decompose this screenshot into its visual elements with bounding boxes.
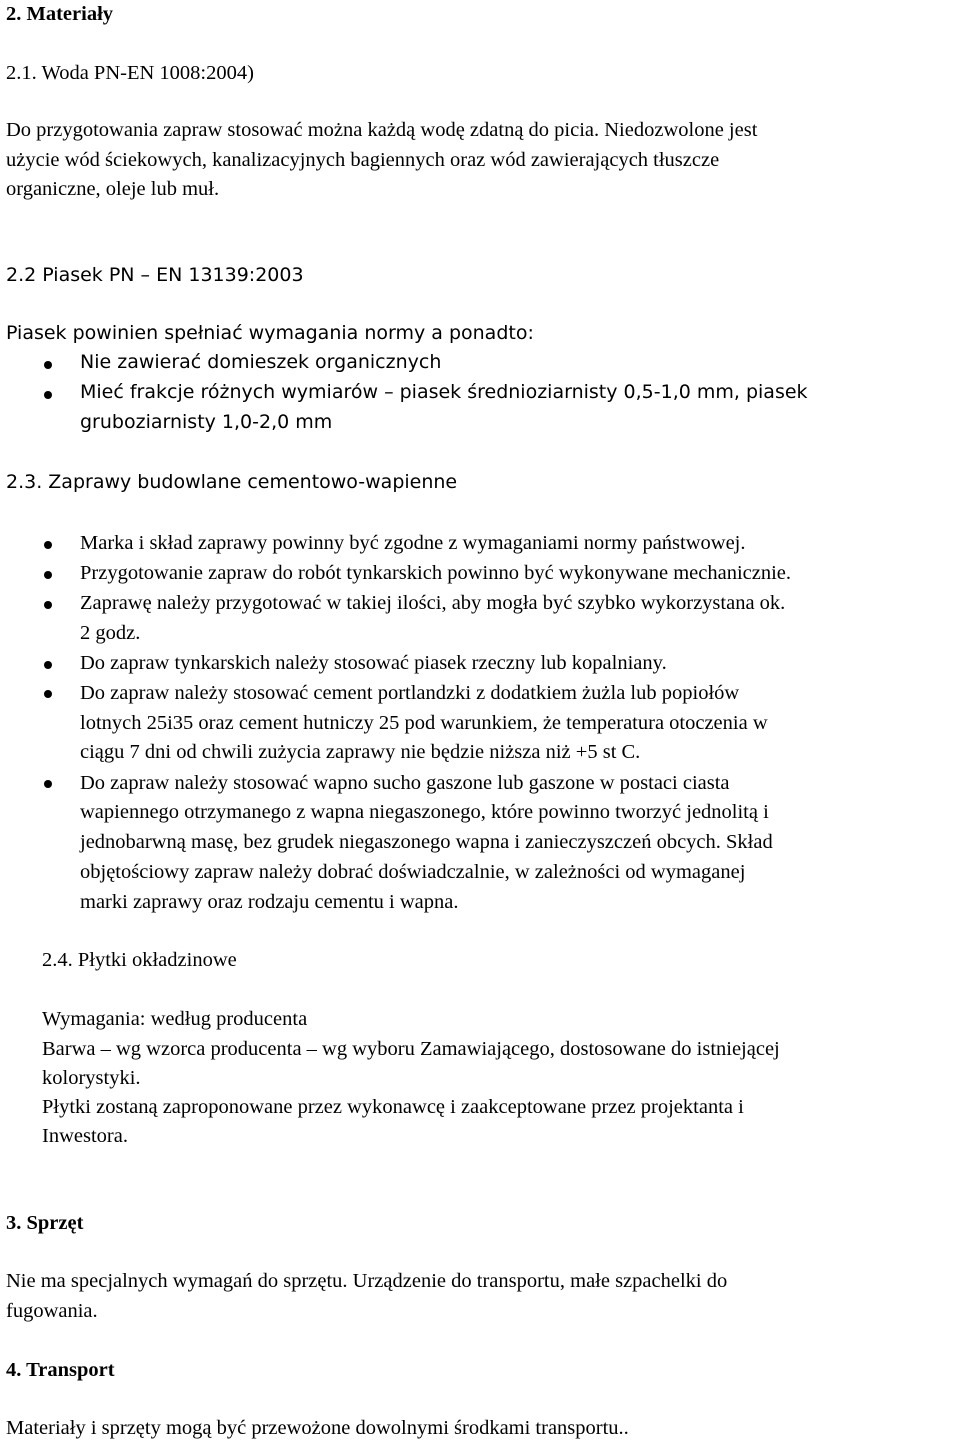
section-2-2-title: 2.2 Piasek PN – EN 13139:2003	[6, 264, 304, 286]
section-2-3-bullet-6-line-5: marki zaprawy oraz rodzaju cementu i wapna.	[80, 891, 459, 913]
section-2-3-bullet-6-line-2: wapiennego otrzymanego z wapna niegaszonego, które powinno tworzyć jednolitą i	[80, 801, 769, 823]
section-2-2-bullet-1: Nie zawierać domieszek organicznych	[80, 351, 442, 373]
bullet-icon	[44, 391, 52, 399]
section-2-4-line-4: Płytki zostaną zaproponowane przez wykonawcę i zaakceptowane przez projektanta i	[42, 1096, 744, 1118]
bullet-icon	[44, 780, 52, 788]
section-2-3-bullet-3-line-2: 2 godz.	[80, 622, 141, 644]
section-2-3-bullet-5-line-3: ciągu 7 dni od chwili zużycia zaprawy nie będzie niższa niż +5 st C.	[80, 741, 641, 763]
section-2-1-text-line-2: użycie wód ściekowych, kanalizacyjnych bagiennych oraz wód zawierających tłuszcze	[6, 149, 720, 171]
bullet-icon	[44, 541, 52, 549]
section-2-1-title: 2.1. Woda PN-EN 1008:2004)	[6, 62, 254, 84]
bullet-icon	[44, 571, 52, 579]
section-2-3-bullet-2: Przygotowanie zapraw do robót tynkarskich powinno być wykonywane mechanicznie.	[80, 562, 792, 584]
section-2-3-bullet-5-line-1: Do zapraw należy stosować cement portlandzki z dodatkiem żużla lub popiołów	[80, 682, 740, 704]
section-2-3-bullet-6-line-4: objętościowy zapraw należy dobrać doświadczalnie, w zależności od wymaganej	[80, 861, 746, 883]
section-2-4-line-3: kolorystyki.	[42, 1067, 141, 1089]
section-2-3-bullet-3-line-1: Zaprawę należy przygotować w takiej ilości, aby mogła być szybko wykorzystana ok.	[80, 592, 786, 614]
section-2-4-line-5: Inwestora.	[42, 1125, 128, 1147]
section-2-3-bullet-4: Do zapraw tynkarskich należy stosować piasek rzeczny lub kopalniany.	[80, 652, 667, 674]
section-2-heading: 2. Materiały	[6, 3, 114, 25]
bullet-icon	[44, 361, 52, 369]
bullet-icon	[44, 601, 52, 609]
section-2-3-bullet-6-line-1: Do zapraw należy stosować wapno sucho gaszone lub gaszone w postaci ciasta	[80, 772, 730, 794]
section-3-text-line-1: Nie ma specjalnych wymagań do sprzętu. Urządzenie do transportu, małe szpachelki do	[6, 1270, 728, 1292]
section-2-3-bullet-1: Marka i skład zaprawy powinny być zgodne z wymaganiami normy państwowej.	[80, 532, 746, 554]
section-2-1-text-line-1: Do przygotowania zapraw stosować można każdą wodę zdatną do picia. Niedozwolone jest	[6, 119, 758, 141]
section-2-3-title: 2.3. Zaprawy budowlane cementowo-wapienne	[6, 471, 458, 493]
section-2-2-bullet-2-line-1: Mieć frakcje różnych wymiarów – piasek średnioziarnisty 0,5-1,0 mm, piasek	[80, 381, 808, 403]
section-4-text-line-1: Materiały i sprzęty mogą być przewożone dowolnymi środkami transportu..	[6, 1417, 629, 1439]
section-2-2-intro: Piasek powinien spełniać wymagania normy a ponadto:	[6, 322, 534, 344]
section-2-4-line-1: Wymagania: według producenta	[42, 1008, 308, 1030]
section-4-heading: 4. Transport	[6, 1359, 115, 1381]
section-3-text-line-2: fugowania.	[6, 1300, 98, 1322]
section-2-4-line-2: Barwa – wg wzorca producenta – wg wyboru Zamawiającego, dostosowane do istniejącej	[42, 1038, 780, 1060]
section-2-1-text-line-3: organiczne, oleje lub muł.	[6, 178, 220, 200]
section-3-heading: 3. Sprzęt	[6, 1212, 84, 1234]
section-2-2-bullet-2-line-2: gruboziarnisty 1,0-2,0 mm	[80, 411, 333, 433]
bullet-icon	[44, 690, 52, 698]
section-2-4-title: 2.4. Płytki okładzinowe	[42, 949, 237, 971]
bullet-icon	[44, 661, 52, 669]
section-2-3-bullet-6-line-3: jednobarwną masę, bez grudek niegaszonego wapna i zanieczyszczeń obcych. Skład	[80, 831, 773, 853]
section-2-3-bullet-5-line-2: lotnych 25i35 oraz cement hutniczy 25 pod warunkiem, że temperatura otoczenia w	[80, 712, 768, 734]
